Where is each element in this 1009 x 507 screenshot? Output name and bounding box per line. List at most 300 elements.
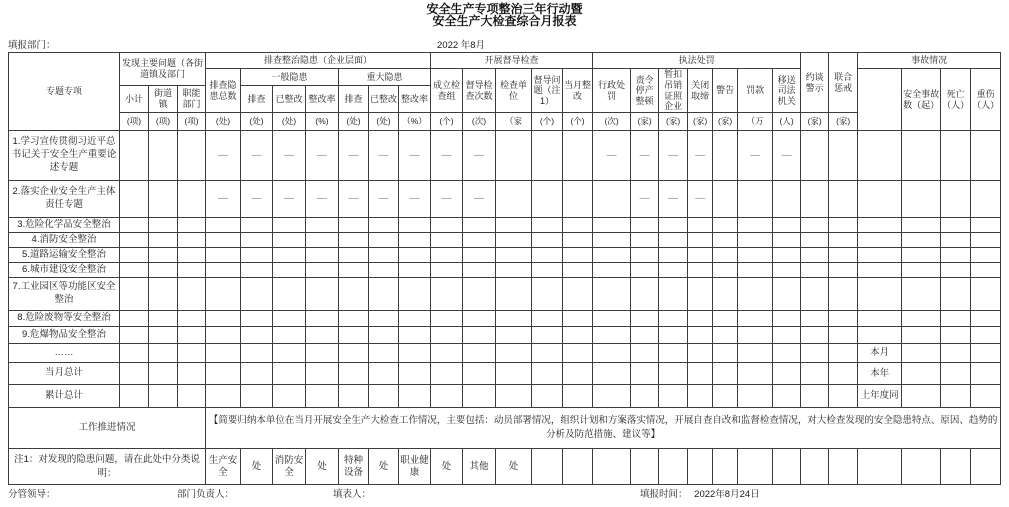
data-cell[interactable] [306,278,339,311]
data-cell[interactable] [399,385,431,408]
data-cell[interactable] [902,385,941,408]
data-cell[interactable] [773,327,801,344]
data-cell[interactable] [149,218,178,233]
note-unit-fire-safety[interactable]: 处 [306,449,339,485]
data-cell[interactable] [563,311,593,327]
data-cell[interactable] [902,327,941,344]
data-cell[interactable] [688,263,713,278]
data-cell[interactable] [178,327,206,344]
data-cell[interactable] [463,327,496,344]
data-cell[interactable] [532,449,563,485]
data-cell[interactable] [858,181,902,218]
data-cell[interactable] [178,344,206,363]
data-cell[interactable] [801,278,829,311]
data-cell[interactable] [858,311,902,327]
data-cell[interactable] [532,218,563,233]
data-cell[interactable] [563,181,593,218]
data-cell[interactable] [306,363,339,385]
data-cell[interactable] [801,449,829,485]
data-cell[interactable] [532,263,563,278]
data-cell[interactable] [829,181,858,218]
data-cell[interactable] [369,363,399,385]
data-cell[interactable] [773,363,801,385]
data-cell[interactable] [273,327,306,344]
data-cell[interactable] [120,327,149,344]
data-cell[interactable] [306,311,339,327]
data-cell[interactable] [631,344,659,363]
data-cell[interactable] [206,263,241,278]
data-cell[interactable] [738,311,773,327]
data-cell[interactable] [631,327,659,344]
data-cell[interactable] [431,218,463,233]
data-cell[interactable] [738,263,773,278]
data-cell[interactable] [688,344,713,363]
data-cell[interactable] [120,263,149,278]
data-cell[interactable] [532,131,563,181]
data-cell[interactable] [306,263,339,278]
data-cell[interactable] [563,233,593,248]
data-cell[interactable] [241,278,273,311]
data-cell[interactable] [631,218,659,233]
data-cell[interactable] [941,278,971,311]
data-cell[interactable] [659,327,688,344]
data-cell[interactable] [941,181,971,218]
data-cell[interactable] [178,131,206,181]
data-cell[interactable] [273,233,306,248]
data-cell[interactable] [206,385,241,408]
data-cell[interactable] [463,363,496,385]
data-cell[interactable] [902,363,941,385]
data-cell[interactable] [339,344,369,363]
data-cell[interactable] [178,181,206,218]
data-cell[interactable] [206,327,241,344]
data-cell[interactable] [593,248,631,263]
data-cell[interactable] [496,278,532,311]
data-cell[interactable] [801,344,829,363]
data-cell[interactable] [241,218,273,233]
data-cell[interactable] [941,327,971,344]
data-cell[interactable] [631,248,659,263]
data-cell[interactable] [971,363,1001,385]
data-cell[interactable] [532,311,563,327]
data-cell[interactable] [369,278,399,311]
work-progress-content[interactable]: 【简要归纳本单位在当月开展安全生产大检查工作情况，主要包括：动员部署情况，组织计划和方案落实情况，开展自查自改和监督检查情况，对大检查发现的安全隐患特点、原因、趋势的分析及防范措施、建议等】 [206,408,1001,449]
data-cell[interactable] [241,263,273,278]
data-cell[interactable] [829,385,858,408]
data-cell[interactable] [369,248,399,263]
data-cell[interactable] [858,248,902,263]
data-cell[interactable] [149,263,178,278]
data-cell[interactable] [713,233,738,248]
data-cell[interactable] [941,311,971,327]
data-cell[interactable] [688,248,713,263]
data-cell[interactable] [971,218,1001,233]
data-cell[interactable] [659,218,688,233]
data-cell[interactable] [273,363,306,385]
data-cell[interactable] [593,278,631,311]
data-cell[interactable] [713,248,738,263]
data-cell[interactable] [241,344,273,363]
data-cell[interactable] [339,233,369,248]
data-cell[interactable] [829,233,858,248]
data-cell[interactable] [149,181,178,218]
data-cell[interactable] [306,248,339,263]
data-cell[interactable] [593,218,631,233]
data-cell[interactable] [773,344,801,363]
data-cell[interactable] [941,363,971,385]
data-cell[interactable] [688,385,713,408]
data-cell[interactable] [241,327,273,344]
data-cell[interactable] [339,311,369,327]
data-cell[interactable] [829,131,858,181]
data-cell[interactable] [593,363,631,385]
data-cell[interactable] [631,278,659,311]
data-cell[interactable] [149,248,178,263]
data-cell[interactable] [858,449,902,485]
data-cell[interactable] [563,263,593,278]
data-cell[interactable] [563,327,593,344]
data-cell[interactable] [463,218,496,233]
data-cell[interactable] [902,218,941,233]
data-cell[interactable] [631,363,659,385]
data-cell[interactable] [463,263,496,278]
data-cell[interactable] [738,248,773,263]
data-cell[interactable] [688,218,713,233]
data-cell[interactable] [496,131,532,181]
data-cell[interactable] [738,363,773,385]
data-cell[interactable] [273,344,306,363]
data-cell[interactable] [532,181,563,218]
data-cell[interactable] [431,278,463,311]
data-cell[interactable] [273,385,306,408]
data-cell[interactable] [399,248,431,263]
data-cell[interactable] [801,311,829,327]
data-cell[interactable] [339,363,369,385]
note-unit-other[interactable]: 处 [496,449,532,485]
data-cell[interactable] [496,311,532,327]
data-cell[interactable] [773,218,801,233]
data-cell[interactable] [659,233,688,248]
data-cell[interactable] [206,278,241,311]
data-cell[interactable] [713,218,738,233]
data-cell[interactable] [688,327,713,344]
data-cell[interactable] [496,248,532,263]
data-cell[interactable] [902,181,941,218]
data-cell[interactable] [713,131,738,181]
data-cell[interactable] [713,311,738,327]
data-cell[interactable] [941,449,971,485]
data-cell[interactable] [858,131,902,181]
data-cell[interactable] [206,363,241,385]
data-cell[interactable] [463,233,496,248]
data-cell[interactable] [149,363,178,385]
data-cell[interactable] [971,449,1001,485]
data-cell[interactable] [738,327,773,344]
data-cell[interactable] [306,327,339,344]
data-cell[interactable] [801,263,829,278]
data-cell[interactable] [149,327,178,344]
data-cell[interactable] [206,311,241,327]
data-cell[interactable] [563,248,593,263]
data-cell[interactable] [563,131,593,181]
note-unit-occupational-health[interactable]: 处 [431,449,463,485]
data-cell[interactable] [738,218,773,233]
data-cell[interactable] [829,263,858,278]
data-cell[interactable] [773,248,801,263]
data-cell[interactable] [463,385,496,408]
data-cell[interactable] [496,363,532,385]
data-cell[interactable] [463,311,496,327]
data-cell[interactable] [593,344,631,363]
data-cell[interactable] [858,233,902,248]
data-cell[interactable] [941,131,971,181]
data-cell[interactable] [902,248,941,263]
data-cell[interactable] [463,248,496,263]
data-cell[interactable] [801,327,829,344]
data-cell[interactable] [773,263,801,278]
data-cell[interactable] [178,311,206,327]
data-cell[interactable] [631,233,659,248]
data-cell[interactable] [801,233,829,248]
data-cell[interactable] [431,344,463,363]
data-cell[interactable] [120,248,149,263]
data-cell[interactable] [593,181,631,218]
data-cell[interactable] [120,233,149,248]
data-cell[interactable] [431,363,463,385]
data-cell[interactable] [206,233,241,248]
data-cell[interactable] [858,263,902,278]
data-cell[interactable] [713,278,738,311]
data-cell[interactable] [120,385,149,408]
data-cell[interactable] [713,344,738,363]
data-cell[interactable] [463,278,496,311]
data-cell[interactable] [902,449,941,485]
data-cell[interactable] [858,327,902,344]
data-cell[interactable] [971,278,1001,311]
data-cell[interactable] [631,449,659,485]
data-cell[interactable] [801,181,829,218]
data-cell[interactable] [339,327,369,344]
data-cell[interactable] [941,248,971,263]
data-cell[interactable] [971,344,1001,363]
data-cell[interactable] [178,278,206,311]
data-cell[interactable] [369,263,399,278]
data-cell[interactable] [339,263,369,278]
data-cell[interactable] [971,131,1001,181]
data-cell[interactable] [688,233,713,248]
data-cell[interactable] [971,311,1001,327]
data-cell[interactable] [773,181,801,218]
data-cell[interactable] [399,218,431,233]
data-cell[interactable] [858,278,902,311]
data-cell[interactable] [241,311,273,327]
data-cell[interactable] [241,363,273,385]
data-cell[interactable] [431,263,463,278]
data-cell[interactable] [431,385,463,408]
data-cell[interactable] [829,218,858,233]
data-cell[interactable] [659,449,688,485]
data-cell[interactable] [941,344,971,363]
data-cell[interactable] [369,311,399,327]
data-cell[interactable] [738,181,773,218]
data-cell[interactable] [306,218,339,233]
data-cell[interactable] [339,248,369,263]
data-cell[interactable] [306,233,339,248]
data-cell[interactable] [431,327,463,344]
data-cell[interactable] [593,311,631,327]
data-cell[interactable] [206,248,241,263]
data-cell[interactable] [659,248,688,263]
data-cell[interactable] [738,385,773,408]
data-cell[interactable] [178,218,206,233]
data-cell[interactable] [902,278,941,311]
data-cell[interactable] [829,327,858,344]
data-cell[interactable] [532,363,563,385]
data-cell[interactable] [431,311,463,327]
data-cell[interactable] [369,344,399,363]
data-cell[interactable] [149,385,178,408]
data-cell[interactable] [593,263,631,278]
data-cell[interactable] [659,278,688,311]
data-cell[interactable] [532,327,563,344]
data-cell[interactable] [496,344,532,363]
data-cell[interactable] [273,218,306,233]
data-cell[interactable] [593,449,631,485]
data-cell[interactable] [496,218,532,233]
data-cell[interactable] [659,363,688,385]
data-cell[interactable] [496,385,532,408]
data-cell[interactable] [178,363,206,385]
data-cell[interactable] [902,131,941,181]
data-cell[interactable] [829,248,858,263]
note-unit-special-equipment[interactable]: 处 [369,449,399,485]
data-cell[interactable] [149,131,178,181]
data-cell[interactable] [688,311,713,327]
data-cell[interactable] [120,181,149,218]
data-cell[interactable] [688,449,713,485]
data-cell[interactable] [713,449,738,485]
data-cell[interactable] [496,181,532,218]
data-cell[interactable] [902,263,941,278]
data-cell[interactable] [369,233,399,248]
data-cell[interactable] [241,385,273,408]
data-cell[interactable] [738,449,773,485]
data-cell[interactable] [713,327,738,344]
data-cell[interactable] [713,181,738,218]
data-cell[interactable] [829,344,858,363]
data-cell[interactable] [829,449,858,485]
data-cell[interactable] [431,248,463,263]
data-cell[interactable] [120,218,149,233]
data-cell[interactable] [593,233,631,248]
data-cell[interactable] [120,131,149,181]
data-cell[interactable] [563,218,593,233]
data-cell[interactable] [829,311,858,327]
data-cell[interactable] [858,218,902,233]
data-cell[interactable] [659,385,688,408]
data-cell[interactable] [241,233,273,248]
data-cell[interactable] [631,311,659,327]
data-cell[interactable] [339,385,369,408]
data-cell[interactable] [971,248,1001,263]
data-cell[interactable] [532,278,563,311]
data-cell[interactable] [206,218,241,233]
data-cell[interactable] [829,363,858,385]
data-cell[interactable] [120,344,149,363]
data-cell[interactable] [149,278,178,311]
data-cell[interactable] [369,218,399,233]
data-cell[interactable] [688,278,713,311]
data-cell[interactable] [593,327,631,344]
data-cell[interactable] [713,263,738,278]
data-cell[interactable] [738,278,773,311]
data-cell[interactable] [971,385,1001,408]
data-cell[interactable] [532,385,563,408]
data-cell[interactable] [941,385,971,408]
data-cell[interactable] [659,311,688,327]
data-cell[interactable] [339,278,369,311]
data-cell[interactable] [563,449,593,485]
data-cell[interactable] [206,344,241,363]
data-cell[interactable] [496,263,532,278]
data-cell[interactable] [273,263,306,278]
data-cell[interactable] [971,181,1001,218]
data-cell[interactable] [532,233,563,248]
data-cell[interactable] [593,385,631,408]
data-cell[interactable] [463,344,496,363]
data-cell[interactable] [369,327,399,344]
data-cell[interactable] [120,311,149,327]
data-cell[interactable] [659,344,688,363]
data-cell[interactable] [178,385,206,408]
data-cell[interactable] [941,233,971,248]
data-cell[interactable] [773,311,801,327]
data-cell[interactable] [801,131,829,181]
data-cell[interactable] [941,263,971,278]
data-cell[interactable] [532,248,563,263]
data-cell[interactable] [902,344,941,363]
data-cell[interactable] [713,363,738,385]
data-cell[interactable] [801,363,829,385]
data-cell[interactable] [563,344,593,363]
data-cell[interactable] [631,385,659,408]
data-cell[interactable] [773,449,801,485]
data-cell[interactable] [738,233,773,248]
data-cell[interactable] [339,218,369,233]
data-cell[interactable] [773,233,801,248]
data-cell[interactable] [971,233,1001,248]
data-cell[interactable] [496,327,532,344]
data-cell[interactable] [149,344,178,363]
data-cell[interactable] [273,278,306,311]
data-cell[interactable] [149,233,178,248]
data-cell[interactable] [399,327,431,344]
data-cell[interactable] [399,311,431,327]
data-cell[interactable] [399,344,431,363]
data-cell[interactable] [399,263,431,278]
data-cell[interactable] [120,278,149,311]
data-cell[interactable] [902,311,941,327]
data-cell[interactable] [120,363,149,385]
data-cell[interactable] [273,311,306,327]
data-cell[interactable] [178,263,206,278]
data-cell[interactable] [306,385,339,408]
data-cell[interactable] [241,248,273,263]
data-cell[interactable] [563,385,593,408]
data-cell[interactable] [431,233,463,248]
data-cell[interactable] [902,233,941,248]
note-unit-production-safety[interactable]: 处 [241,449,273,485]
